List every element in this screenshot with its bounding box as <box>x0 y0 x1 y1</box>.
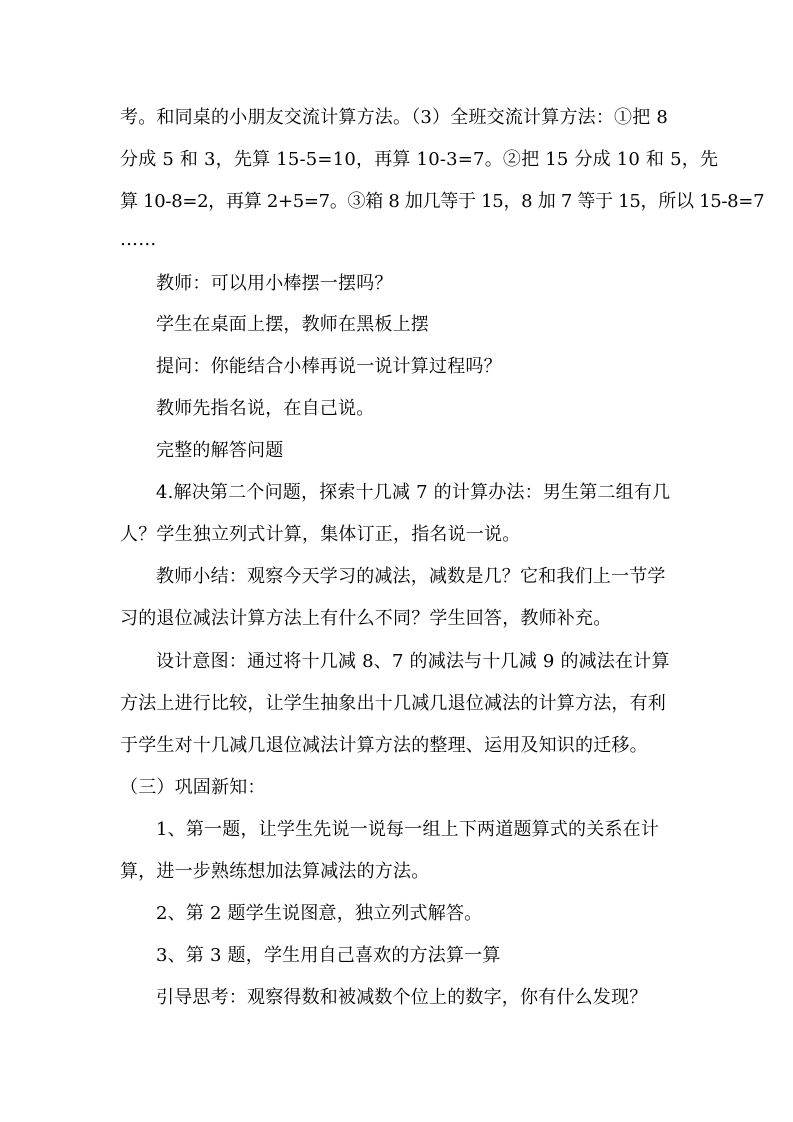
text-line-15: 方法上进行比较，让学生抽象出十几减几退位减法的计算方法，有利 <box>120 693 666 714</box>
text-line-4: …… <box>120 229 157 250</box>
text-line-19: 算，进一步熟练想加法算减法的方法。 <box>120 861 430 882</box>
text-line-18: 1、第一题，让学生先说一说每一组上下两道题算式的关系在计 <box>156 819 660 840</box>
text-line-14: 设计意图：通过将十几减 8、7 的减法与十几减 9 的减法在计算 <box>156 651 670 672</box>
text-line-2: 分成 5 和 3，先算 15-5=10，再算 10-3=7。②把 15 分成 10 和 5，先 <box>120 149 719 170</box>
text-line-1: 考。和同桌的小朋友交流计算方法。（3）全班交流计算方法：①把 8 <box>120 107 669 128</box>
text-line-6: 学生在桌面上摆，教师在黑板上摆 <box>156 314 429 335</box>
text-line-16: 于学生对十几减几退位减法计算方法的整理、运用及知识的迁移。 <box>120 735 648 756</box>
text-line-3: 算 10-8=2，再算 2+5=7。③箱 8 加几等于 15，8 加 7 等于 15，所以 15-8=7 <box>120 191 765 212</box>
text-line-22: 引导思考：观察得数和被减数个位上的数字，你有什么发现？ <box>156 987 648 1008</box>
text-line-13: 习的退位减法计算方法上有什么不同？学生回答，教师补充。 <box>120 608 612 629</box>
text-line-9: 完整的解答问题 <box>156 440 284 461</box>
text-line-20: 2、第 2 题学生说图意，独立列式解答。 <box>156 903 483 924</box>
text-line-10: 4.解决第二个问题，探索十几减 7 的计算办法：男生第二组有几 <box>156 482 671 503</box>
text-line-8: 教师先指名说，在自己说。 <box>156 398 375 419</box>
text-line-7: 提问：你能结合小棒再说一说计算过程吗？ <box>156 356 502 377</box>
text-line-17: （三）巩固新知： <box>120 777 266 798</box>
text-line-11: 人？学生独立列式计算，集体订正，指名说一说。 <box>120 524 521 545</box>
text-line-21: 3、第 3 题，学生用自己喜欢的方法算一算 <box>156 945 501 966</box>
text-line-5: 教师：可以用小棒摆一摆吗？ <box>156 273 393 294</box>
text-line-12: 教师小结：观察今天学习的减法，减数是几？它和我们上一节学 <box>156 566 666 587</box>
